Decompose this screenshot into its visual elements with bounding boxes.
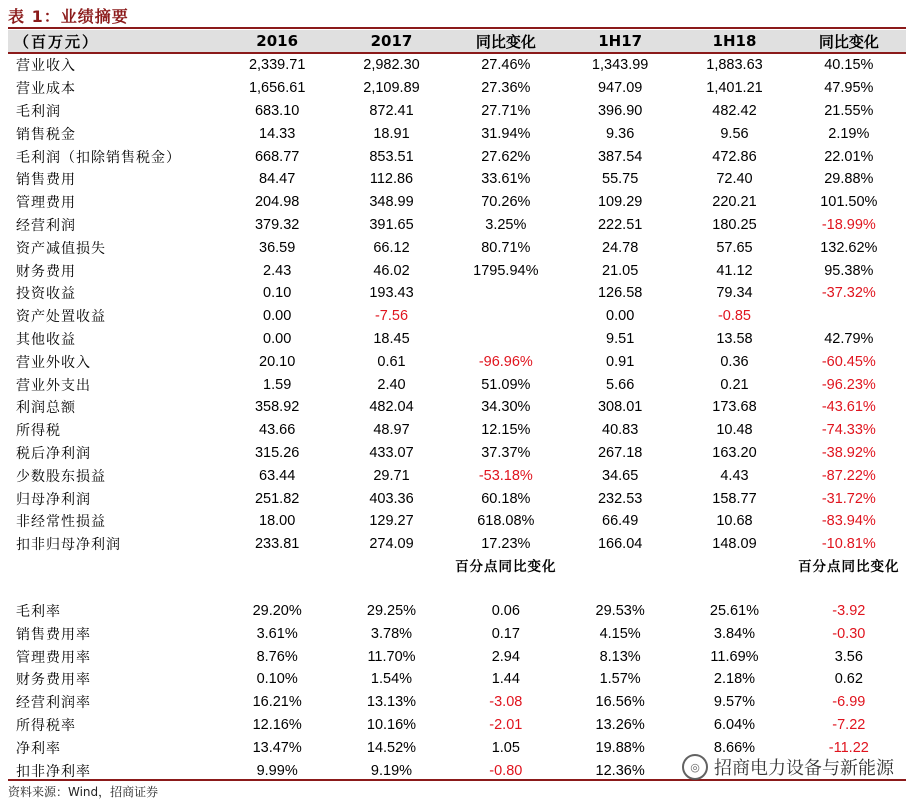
table-cell: -53.18% <box>478 467 533 484</box>
table-cell: 0.62 <box>834 671 863 688</box>
watermark-text: 招商电力设备与新能源 <box>714 758 894 779</box>
table-cell: -18.99% <box>821 216 876 233</box>
table-cell: 48.97 <box>373 422 410 439</box>
table-cell: 40.83 <box>602 422 639 439</box>
table-cell: -3.92 <box>832 602 866 619</box>
header-1h18: 1H18 <box>677 30 791 53</box>
row-label: 管理费用率 <box>16 649 91 666</box>
table-cell: 8.13% <box>599 648 641 665</box>
row-label: 销售费用 <box>16 172 76 189</box>
table-cell: 37.37% <box>481 444 531 461</box>
table-cell: 21.05 <box>602 262 639 279</box>
table-cell: 3.84% <box>713 625 756 642</box>
table-cell: -7.56 <box>374 308 409 325</box>
table-cell: 267.18 <box>597 444 643 461</box>
subheader-cell <box>563 556 677 600</box>
table-cell: 396.90 <box>597 102 643 119</box>
table-cell: 34.65 <box>602 467 639 484</box>
table-cell: 0.00 <box>263 308 292 325</box>
table-cell: -6.99 <box>832 694 866 711</box>
table-cell: 3.56 <box>834 648 863 665</box>
table-cell: 55.75 <box>602 171 639 188</box>
table-cell: -87.22% <box>821 467 876 484</box>
table-cell: 251.82 <box>254 490 300 507</box>
table-row <box>8 305 906 328</box>
table-cell: 0.36 <box>720 353 749 370</box>
row-label: 财务费用率 <box>16 672 91 689</box>
table-cell: 9.99% <box>256 762 298 779</box>
table-row <box>8 487 906 510</box>
table-cell: 3.25% <box>485 216 527 233</box>
row-label: 财务费用 <box>16 263 76 280</box>
table-cell <box>792 305 906 328</box>
row-label: 资产减值损失 <box>16 240 106 257</box>
table-cell: 9.19% <box>370 762 413 779</box>
row-label: 净利率 <box>16 740 61 757</box>
table-cell <box>449 305 563 328</box>
table-cell: 6.04% <box>713 716 756 733</box>
table-cell: 2,982.30 <box>363 57 420 74</box>
table-cell: 40.15% <box>824 57 874 74</box>
table-row <box>8 691 906 714</box>
table-cell: -96.96% <box>478 353 533 370</box>
row-label: 扣非净利率 <box>16 763 91 780</box>
row-label: 销售税金 <box>16 126 76 143</box>
subheader-cell <box>8 556 220 600</box>
table-cell: -96.23% <box>821 376 876 393</box>
subheader-cell: 百分点同比变化 <box>455 558 557 575</box>
table-cell: -10.81% <box>821 536 876 553</box>
table-cell: 3.61% <box>256 625 298 642</box>
subheader-cell <box>220 556 334 600</box>
table-cell: 29.53% <box>595 602 645 619</box>
table-cell: 348.99 <box>369 194 414 211</box>
table-row <box>8 714 906 737</box>
table-cell: 13.26% <box>595 716 645 733</box>
table-cell: 25.61% <box>709 602 760 619</box>
table-cell: 12.15% <box>481 422 531 439</box>
table-row <box>8 350 906 373</box>
table-cell: 482.42 <box>712 102 757 119</box>
row-label: 所得税率 <box>16 717 76 734</box>
table-cell: 173.68 <box>712 399 757 416</box>
row-label: 营业外收入 <box>16 354 91 371</box>
table-cell: 2.40 <box>377 376 406 393</box>
earnings-summary-table <box>8 30 906 782</box>
table-cell: 0.10 <box>263 285 292 302</box>
header-2016: 2016 <box>220 30 334 53</box>
header-yoy-annual: 同比变化 <box>449 30 563 53</box>
table-cell: 315.26 <box>254 444 300 461</box>
table-cell: -74.33% <box>821 422 876 439</box>
table-cell: 41.12 <box>716 262 753 279</box>
table-cell: 12.36% <box>595 762 645 779</box>
table-cell: 0.21 <box>720 376 749 393</box>
table-cell: 872.41 <box>369 102 414 119</box>
row-label: 营业外支出 <box>16 377 91 394</box>
table-cell: 46.02 <box>373 262 410 279</box>
table-cell: 29.88% <box>824 171 874 188</box>
table-cell: 18.00 <box>259 513 296 530</box>
table-row <box>8 396 906 419</box>
row-label: 税后净利润 <box>16 445 91 462</box>
table-cell: -0.80 <box>489 762 523 779</box>
table-cell <box>449 328 563 351</box>
table-cell: 0.10% <box>256 671 298 688</box>
table-cell: 72.40 <box>716 171 753 188</box>
table-cell: -3.08 <box>489 694 523 711</box>
row-label: 扣非归母净利润 <box>16 537 121 554</box>
table-cell: -0.30 <box>832 625 866 642</box>
table-cell: 29.25% <box>366 602 417 619</box>
header-yoy-half: 同比变化 <box>792 30 906 53</box>
table-row <box>8 622 906 645</box>
table-row <box>8 668 906 691</box>
table-cell: 43.66 <box>259 422 296 439</box>
row-label: 营业成本 <box>16 81 76 98</box>
table-cell: 853.51 <box>369 148 414 165</box>
table-cell: 482.04 <box>369 399 414 416</box>
table-cell: 8.76% <box>256 648 298 665</box>
table-cell: 16.56% <box>595 694 645 711</box>
table-cell: 126.58 <box>597 285 643 302</box>
table-cell: 274.09 <box>369 536 414 553</box>
table-cell: 308.01 <box>597 399 643 416</box>
table-cell: 33.61% <box>481 171 531 188</box>
row-label: 投资收益 <box>16 286 76 303</box>
table-cell: 112.86 <box>369 171 414 188</box>
row-label: 毛利润（扣除销售税金） <box>16 149 181 166</box>
table-cell: 20.10 <box>259 353 296 370</box>
table-cell: 1.44 <box>491 671 520 688</box>
subheader-cell <box>677 556 791 600</box>
table-row <box>8 77 906 100</box>
table-cell: 27.36% <box>481 80 531 97</box>
table-row <box>8 122 906 145</box>
row-label: 利润总额 <box>16 400 76 417</box>
table-cell: 193.43 <box>369 285 414 302</box>
table-cell: 163.20 <box>712 444 757 461</box>
table-cell: 31.94% <box>481 125 531 142</box>
table-cell: 24.78 <box>602 239 639 256</box>
table-cell: 2,109.89 <box>363 80 420 97</box>
table-cell: 0.00 <box>606 308 635 325</box>
table-cell: 14.33 <box>259 125 296 142</box>
table-row <box>8 53 906 77</box>
table-cell: 2.18% <box>713 671 756 688</box>
table-cell: 1.59 <box>263 376 292 393</box>
table-cell: 84.47 <box>259 171 296 188</box>
row-label: 经营利润 <box>16 217 76 234</box>
table-row <box>8 533 906 556</box>
table-cell: 158.77 <box>712 490 757 507</box>
table-cell: 1.57% <box>599 671 641 688</box>
table-cell: -60.45% <box>821 353 876 370</box>
row-label: 归母净利润 <box>16 491 91 508</box>
row-label: 所得税 <box>16 423 61 440</box>
table-cell: -11.22 <box>828 739 869 756</box>
table-row <box>8 168 906 191</box>
table-cell: 0.91 <box>606 353 635 370</box>
table-cell: 66.49 <box>602 513 639 530</box>
table-cell: 22.01% <box>824 148 874 165</box>
table-row <box>8 100 906 123</box>
table-cell: 42.79% <box>824 330 874 347</box>
table-cell: 51.09% <box>481 376 531 393</box>
table-cell: 27.62% <box>481 148 531 165</box>
table-cell: -31.72% <box>821 490 876 507</box>
table-cell: 0.00 <box>263 330 292 347</box>
table-cell: 379.32 <box>254 216 300 233</box>
table-cell: 29.71 <box>373 467 410 484</box>
table-row <box>8 236 906 259</box>
table-cell: 109.29 <box>597 194 643 211</box>
table-row <box>8 328 906 351</box>
row-label: 毛利率 <box>16 603 61 620</box>
table-title: 表 1：业绩摘要 <box>8 7 129 26</box>
table-cell: 9.51 <box>606 330 635 347</box>
table-cell: 947.09 <box>597 80 643 97</box>
row-label: 其他收益 <box>16 331 76 348</box>
table-cell: 1.05 <box>491 739 520 756</box>
table-cell: -43.61% <box>821 399 876 416</box>
table-cell: 18.91 <box>373 125 410 142</box>
table-cell: 9.57% <box>713 694 756 711</box>
row-label: 资产处置收益 <box>16 309 106 326</box>
table-row <box>8 464 906 487</box>
table-row <box>8 214 906 237</box>
title-divider <box>8 27 906 29</box>
table-cell: 14.52% <box>366 739 417 756</box>
table-cell: 204.98 <box>254 194 300 211</box>
table-cell: 4.15% <box>599 625 641 642</box>
table-cell: 57.65 <box>716 239 753 256</box>
table-cell: 0.61 <box>377 353 406 370</box>
table-cell: 403.36 <box>369 490 414 507</box>
subheader-cell: 百分点同比变化 <box>798 558 900 575</box>
ratio-subheader-row <box>8 556 906 600</box>
table-cell: 232.53 <box>597 490 643 507</box>
row-label: 营业收入 <box>16 58 76 75</box>
table-row <box>8 145 906 168</box>
table-header-row <box>8 30 906 53</box>
table-cell: 2.19% <box>828 125 870 142</box>
row-label: 管理费用 <box>16 195 76 212</box>
table-row <box>8 510 906 533</box>
table-cell: 4.43 <box>720 467 749 484</box>
table-cell: 180.25 <box>712 216 757 233</box>
table-cell: 19.88% <box>595 739 645 756</box>
table-cell: 1,343.99 <box>591 57 649 74</box>
table-cell: 5.66 <box>606 376 635 393</box>
table-cell: 1,656.61 <box>248 80 306 97</box>
table-cell: 433.07 <box>369 444 414 461</box>
table-row <box>8 259 906 282</box>
table-cell: 66.12 <box>373 239 410 256</box>
table-row <box>8 191 906 214</box>
table-row <box>8 442 906 465</box>
table-cell: 12.16% <box>252 716 302 733</box>
table-row <box>8 282 906 305</box>
table-cell: -0.85 <box>717 308 751 325</box>
table-cell: 34.30% <box>481 399 531 416</box>
row-label: 销售费用率 <box>16 626 91 643</box>
table-cell: 11.69% <box>710 648 759 665</box>
table-cell: 3.78% <box>370 625 413 642</box>
table-cell: 8.66% <box>713 739 756 756</box>
table-row <box>8 645 906 668</box>
table-cell: 70.26% <box>481 194 531 211</box>
table-cell: 132.62% <box>820 239 878 256</box>
table-cell: 10.48 <box>716 422 753 439</box>
table-cell <box>449 282 563 305</box>
table-cell: 1795.94% <box>473 262 539 279</box>
table-cell: 0.06 <box>491 602 520 619</box>
table-cell: 11.70% <box>367 648 416 665</box>
table-cell: -38.92% <box>821 444 876 461</box>
table-cell: 391.65 <box>369 216 414 233</box>
table-cell: 80.71% <box>481 239 531 256</box>
table-cell: 233.81 <box>254 536 300 553</box>
table-cell: 1,883.63 <box>706 57 763 74</box>
table-cell: 0.17 <box>491 625 520 642</box>
table-cell: -7.22 <box>832 716 866 733</box>
table-row <box>8 419 906 442</box>
source-note: 资料来源：Wind，招商证券 <box>8 785 159 799</box>
row-label: 经营利润率 <box>16 695 91 712</box>
table-cell: 683.10 <box>254 102 300 119</box>
table-cell: 1,401.21 <box>706 80 763 97</box>
table-cell: 13.13% <box>366 694 417 711</box>
table-cell: 10.16% <box>366 716 417 733</box>
table-cell: -2.01 <box>489 716 523 733</box>
table-cell: 2.43 <box>263 262 292 279</box>
table-cell: -83.94% <box>821 513 876 530</box>
table-cell: 148.09 <box>712 536 757 553</box>
table-cell: 222.51 <box>597 216 643 233</box>
table-cell: 668.77 <box>254 148 300 165</box>
row-label: 非经常性损益 <box>16 514 106 531</box>
table-cell: 13.47% <box>252 739 302 756</box>
table-cell: 95.38% <box>824 262 874 279</box>
table-cell: -37.32% <box>821 285 876 302</box>
table-cell: 9.36 <box>606 125 635 142</box>
table-cell: 47.95% <box>824 80 874 97</box>
watermark <box>682 754 894 780</box>
subheader-cell <box>334 556 448 600</box>
table-cell: 27.46% <box>481 57 531 74</box>
wechat-icon: ◎ <box>682 754 708 780</box>
table-cell: 16.21% <box>252 694 302 711</box>
table-cell: 618.08% <box>477 513 535 530</box>
table-cell: 10.68 <box>716 513 753 530</box>
table-cell: 27.71% <box>481 102 531 119</box>
table-cell: 472.86 <box>712 148 757 165</box>
header-unit: （百万元） <box>8 30 220 53</box>
table-row <box>8 600 906 623</box>
table-cell: 1.54% <box>370 671 413 688</box>
table-cell: 36.59 <box>259 239 296 256</box>
row-label: 毛利润 <box>16 103 61 120</box>
table-row <box>8 373 906 396</box>
header-2017: 2017 <box>334 30 448 53</box>
header-1h17: 1H17 <box>563 30 677 53</box>
table-cell: 29.20% <box>252 602 302 619</box>
table-cell: 21.55% <box>824 102 874 119</box>
table-cell: 63.44 <box>259 467 296 484</box>
table-cell: 13.58 <box>716 330 753 347</box>
table-cell: 220.21 <box>712 194 757 211</box>
table-cell: 358.92 <box>254 399 300 416</box>
table-cell: 17.23% <box>481 536 531 553</box>
table-cell: 2,339.71 <box>248 57 306 74</box>
table-cell: 2.94 <box>491 648 520 665</box>
table-cell: 101.50% <box>820 194 878 211</box>
table-cell: 129.27 <box>369 513 414 530</box>
table-cell: 60.18% <box>481 490 531 507</box>
row-label: 少数股东损益 <box>16 468 106 485</box>
table-cell: 387.54 <box>597 148 643 165</box>
table-cell: 9.56 <box>720 125 749 142</box>
table-cell: 166.04 <box>597 536 643 553</box>
table-cell: 79.34 <box>716 285 753 302</box>
table-cell: 18.45 <box>373 330 410 347</box>
